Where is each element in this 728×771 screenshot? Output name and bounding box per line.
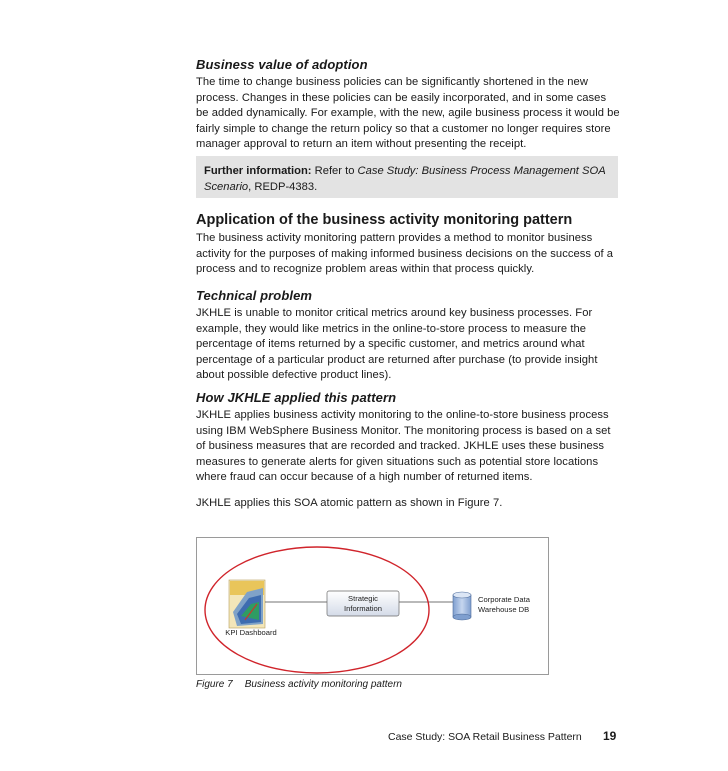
how-applied-figure-reference: JKHLE applies this SOA atomic pattern as shown in Figure 7. (196, 496, 503, 509)
kpi-dashboard-icon (229, 580, 265, 628)
page-number: 19 (603, 729, 617, 743)
business-value-heading: Business value of adoption (196, 57, 368, 72)
further-information-label: Further information: (204, 165, 312, 177)
figure-caption-text: Business activity monitoring pattern (244, 679, 402, 690)
further-information-title: Case Study: Business Process Management SOA Scenario (204, 165, 606, 193)
application-paragraph: The business activity monitoring pattern provides a method to monitor business activity for the purposes of making informed business decisions on the success of a process and to recognize problem areas within that process quickly. (196, 232, 614, 276)
how-applied-heading: How JKHLE applied this pattern (196, 390, 397, 405)
technical-problem-section (196, 288, 621, 384)
further-information-intro: Refer to (311, 165, 358, 177)
how-applied-paragraph: JKHLE applies business activity monitoring to the online-to-store business process using IBM WebSphere Business Monitor. The monitoring process is based on a set of business measures that are recorded and tracked. JKHLE uses these business measures to generate alerts for given situations such as potential store locations where fraud can occur because of a high number of returned items. (196, 409, 611, 484)
application-heading: Application of the business activity monitoring pattern (196, 212, 573, 228)
figure-7-diagram (196, 537, 549, 675)
strategic-information-line2: Information (344, 604, 382, 613)
footer-running-title: Case Study: SOA Retail Business Pattern (388, 731, 582, 743)
database-label-line2: Warehouse DB (478, 605, 530, 614)
application-section (196, 212, 621, 278)
how-applied-section (196, 390, 621, 512)
kpi-dashboard-label: KPI Dashboard (225, 628, 277, 637)
database-label-line1: Corporate Data (478, 595, 530, 604)
technical-problem-paragraph: JKHLE is unable to monitor critical metrics around key business processes. For example, they would like metrics in the online-to-store process to measure the percentage of items returned by a specific customer, and metrics around what percentage of a particular product are returned after purchase (to provide insight about possible defective product lines). (196, 307, 598, 382)
business-value-section (196, 57, 621, 153)
business-value-paragraph: The time to change business policies can be significantly shortened in the new process. Changes in these policies can be easily incorporated, and in some cases be added dynamically. For example, with the new, agile business process it would be fairly simple to change the return policy so that a customer no longer requires store manager approval to return an item without presenting the receipt. (196, 76, 620, 151)
database-cylinder-icon (453, 592, 471, 620)
figure-7-svg (197, 538, 548, 674)
figure-caption-number: Figure 7 (196, 679, 233, 690)
technical-problem-heading: Technical problem (196, 288, 313, 303)
further-information-ref: , REDP-4383. (248, 180, 318, 193)
figure-caption (196, 679, 402, 690)
strategic-information-line1: Strategic (348, 594, 378, 603)
further-information-note (196, 156, 618, 198)
further-information-text (196, 156, 618, 195)
